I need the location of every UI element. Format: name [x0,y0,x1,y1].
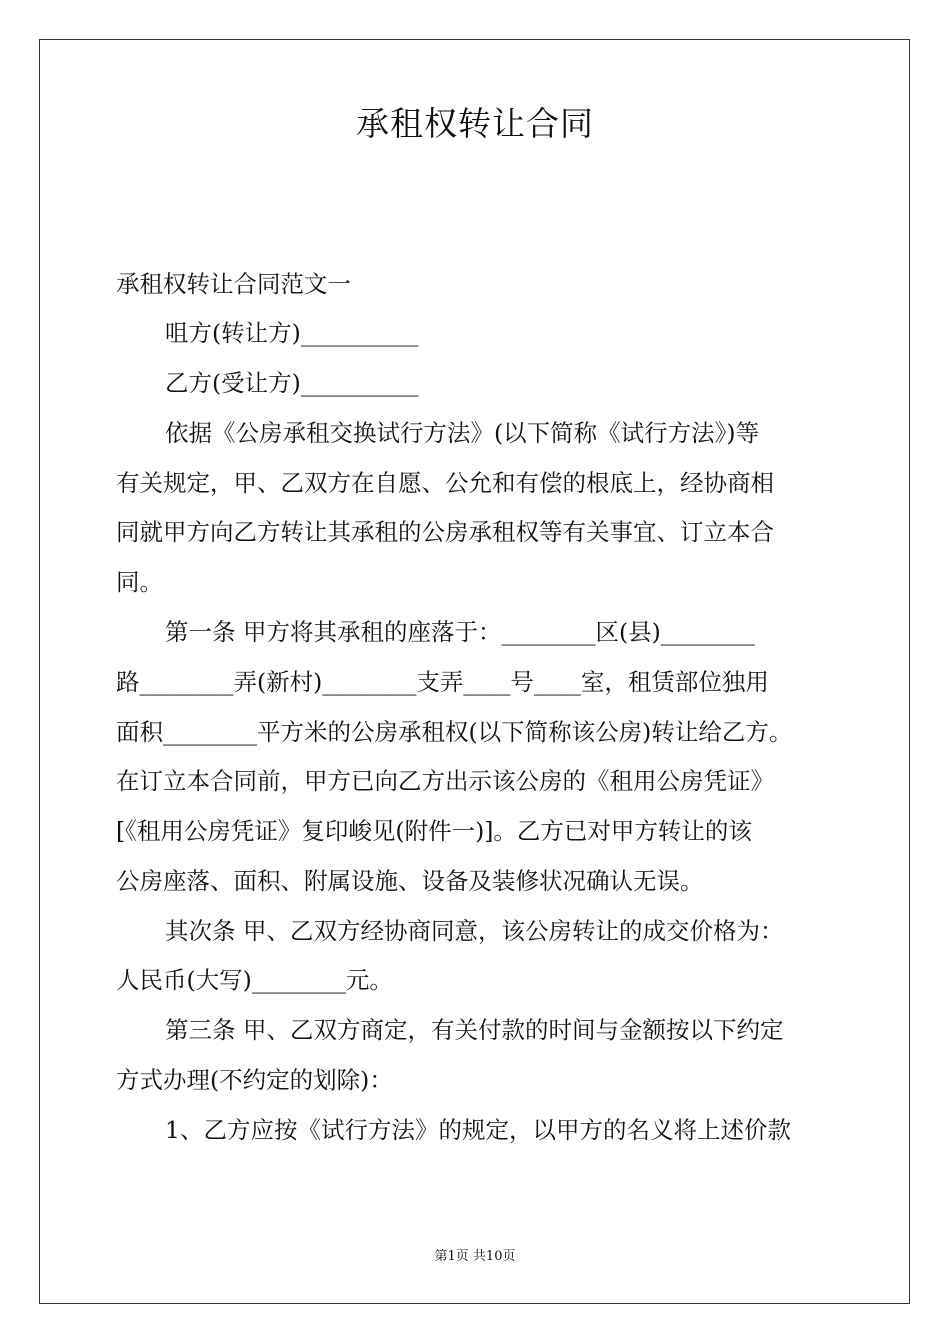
paragraph-line: [《租用公房凭证》复印峻见(附件一)]。乙方已对甲方转让的该 [116,817,752,845]
paragraph-line: 在订立本合同前，甲方已向乙方出示该公房的《租用公房凭证》 [116,767,774,795]
paragraph-line: 依据《公房承租交换试行方法》(以下简称《试行方法》)等 [165,419,760,447]
paragraph-line: 人民币(大写)________元。 [116,966,393,994]
paragraph-line: 有关规定，甲、乙双方在自愿、公允和有偿的根底上，经协商相 [116,469,774,497]
article-2-line: 其次条 甲、乙双方经协商同意，该公房转让的成交价格为： [165,917,784,945]
article-3-line: 第三条 甲、乙双方商定，有关付款的时间与金额按以下约定 [165,1016,784,1044]
section-heading: 承租权转让合同范文一 [116,270,351,298]
party-a-line: 咀方(转让方)__________ [165,319,419,347]
paragraph-line: 公房座落、面积、附属设施、设备及装修状况确认无误。 [116,867,704,895]
clause-1-line: 1、乙方应按《试行方法》的规定，以甲方的名义将上述价款 [165,1116,791,1144]
article-1-line: 第一条 甲方将其承租的座落于：________区(县)________ [165,618,755,646]
page-footer: 第1页 共10页 [434,1249,516,1264]
party-b-line: 乙方(受让方)__________ [165,369,419,397]
paragraph-line: 同就甲方向乙方转让其承租的公房承租权等有关事宜、订立本合 [116,518,774,546]
document-title: 承租权转让合同 [356,104,594,143]
paragraph-line: 面积________平方米的公房承租权(以下简称该公房)转让给乙方。 [116,718,793,746]
paragraph-line: 路________弄(新村)________支弄____号____室，租赁部位独用 [116,668,769,696]
paragraph-line: 同。 [116,568,163,596]
paragraph-line: 方式办理(不约定的划除)： [116,1066,393,1094]
